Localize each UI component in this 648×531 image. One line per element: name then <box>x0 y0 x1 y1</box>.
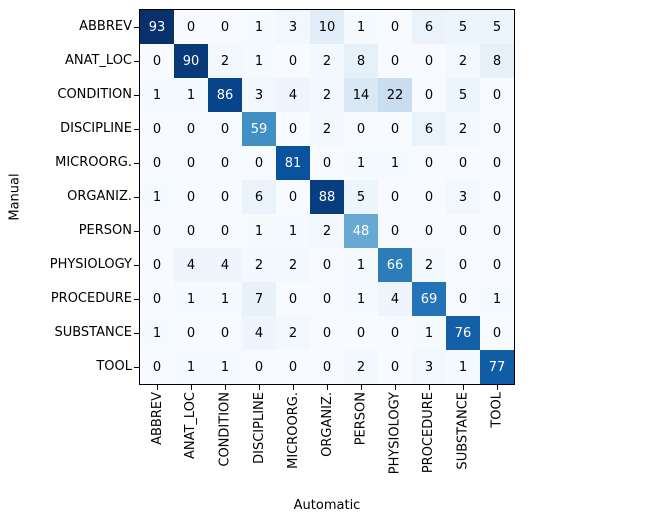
heatmap-cell-ANAT_LOC-DISCIPLINE: 1 <box>242 44 276 78</box>
x-tick-mark <box>497 385 498 390</box>
y-tick-label-MICROORG.: MICROORG. <box>55 155 132 170</box>
heatmap-cell-CONDITION-SUBSTANCE: 5 <box>446 78 480 112</box>
y-tick-label-PROCEDURE: PROCEDURE <box>50 291 132 306</box>
y-axis-label: Manual <box>7 173 23 221</box>
heatmap-cell-PHYSIOLOGY-CONDITION: 4 <box>208 248 242 282</box>
heatmap-cell-SUBSTANCE-PHYSIOLOGY: 0 <box>378 316 412 350</box>
heatmap-cell-MICROORG.-CONDITION: 0 <box>208 146 242 180</box>
heatmap-cell-ABBREV-CONDITION: 0 <box>208 10 242 44</box>
heatmap-cell-ANAT_LOC-PROCEDURE: 0 <box>412 44 446 78</box>
heatmap-cell-CONDITION-ORGANIZ.: 2 <box>310 78 344 112</box>
heatmap-cell-TOOL-MICROORG.: 0 <box>276 350 310 384</box>
heatmap-cell-PERSON-PROCEDURE: 0 <box>412 214 446 248</box>
heatmap-cell-ABBREV-PERSON: 1 <box>344 10 378 44</box>
heatmap-cell-ABBREV-SUBSTANCE: 5 <box>446 10 480 44</box>
x-tick-label-CONDITION: CONDITION <box>217 392 233 467</box>
x-tick-label-PROCEDURE: PROCEDURE <box>421 392 437 474</box>
x-tick-label-ORGANIZ.: ORGANIZ. <box>319 392 335 457</box>
heatmap-cell-ORGANIZ.-TOOL: 0 <box>480 180 514 214</box>
heatmap-cell-PROCEDURE-CONDITION: 1 <box>208 282 242 316</box>
heatmap-cell-ORGANIZ.-MICROORG.: 0 <box>276 180 310 214</box>
heatmap-cell-ABBREV-DISCIPLINE: 1 <box>242 10 276 44</box>
heatmap-cell-PHYSIOLOGY-ABBREV: 0 <box>140 248 174 282</box>
heatmap-cell-CONDITION-CONDITION: 86 <box>208 78 242 112</box>
heatmap-cell-SUBSTANCE-ORGANIZ.: 0 <box>310 316 344 350</box>
heatmap-cell-ABBREV-ORGANIZ.: 10 <box>310 10 344 44</box>
heatmap-cell-PHYSIOLOGY-MICROORG.: 2 <box>276 248 310 282</box>
heatmap-cell-PERSON-SUBSTANCE: 0 <box>446 214 480 248</box>
x-tick-mark <box>429 385 430 390</box>
heatmap-cell-ORGANIZ.-ANAT_LOC: 0 <box>174 180 208 214</box>
heatmap-cell-ORGANIZ.-ORGANIZ.: 88 <box>310 180 344 214</box>
heatmap-cell-ORGANIZ.-ABBREV: 1 <box>140 180 174 214</box>
heatmap-cell-PHYSIOLOGY-ANAT_LOC: 4 <box>174 248 208 282</box>
heatmap-cell-SUBSTANCE-TOOL: 0 <box>480 316 514 350</box>
y-tick-mark <box>134 333 139 334</box>
heatmap-cell-MICROORG.-ANAT_LOC: 0 <box>174 146 208 180</box>
heatmap-cell-DISCIPLINE-PHYSIOLOGY: 0 <box>378 112 412 146</box>
heatmap-cell-PHYSIOLOGY-SUBSTANCE: 0 <box>446 248 480 282</box>
heatmap-cell-CONDITION-PHYSIOLOGY: 22 <box>378 78 412 112</box>
y-tick-label-DISCIPLINE: DISCIPLINE <box>60 121 132 136</box>
x-tick-mark <box>225 385 226 390</box>
heatmap-cell-ABBREV-PROCEDURE: 6 <box>412 10 446 44</box>
heatmap-cell-PROCEDURE-SUBSTANCE: 0 <box>446 282 480 316</box>
heatmap-cell-ABBREV-PHYSIOLOGY: 0 <box>378 10 412 44</box>
heatmap-cell-PERSON-MICROORG.: 1 <box>276 214 310 248</box>
x-tick-label-ANAT_LOC: ANAT_LOC <box>183 392 199 460</box>
y-tick-mark <box>134 231 139 232</box>
heatmap-cell-CONDITION-DISCIPLINE: 3 <box>242 78 276 112</box>
heatmap-cell-ANAT_LOC-PHYSIOLOGY: 0 <box>378 44 412 78</box>
x-tick-mark <box>293 385 294 390</box>
heatmap-cell-TOOL-ANAT_LOC: 1 <box>174 350 208 384</box>
heatmap-cell-MICROORG.-DISCIPLINE: 0 <box>242 146 276 180</box>
y-tick-label-PHYSIOLOGY: PHYSIOLOGY <box>49 257 132 272</box>
heatmap-cell-DISCIPLINE-DISCIPLINE: 59 <box>242 112 276 146</box>
heatmap-cell-DISCIPLINE-ANAT_LOC: 0 <box>174 112 208 146</box>
heatmap-cell-SUBSTANCE-DISCIPLINE: 4 <box>242 316 276 350</box>
heatmap-cell-PROCEDURE-ABBREV: 0 <box>140 282 174 316</box>
heatmap-cell-PHYSIOLOGY-PHYSIOLOGY: 66 <box>378 248 412 282</box>
y-tick-label-TOOL: TOOL <box>96 359 132 374</box>
heatmap-cell-DISCIPLINE-TOOL: 0 <box>480 112 514 146</box>
x-tick-label-PHYSIOLOGY: PHYSIOLOGY <box>387 392 403 475</box>
heatmap-cell-MICROORG.-TOOL: 0 <box>480 146 514 180</box>
heatmap-cell-ANAT_LOC-SUBSTANCE: 2 <box>446 44 480 78</box>
heatmap-cell-PERSON-CONDITION: 0 <box>208 214 242 248</box>
heatmap-cell-MICROORG.-ABBREV: 0 <box>140 146 174 180</box>
heatmap-cell-DISCIPLINE-CONDITION: 0 <box>208 112 242 146</box>
heatmap-cell-ORGANIZ.-CONDITION: 0 <box>208 180 242 214</box>
x-tick-label-PERSON: PERSON <box>353 392 369 446</box>
heatmap-cell-PHYSIOLOGY-ORGANIZ.: 0 <box>310 248 344 282</box>
y-tick-label-PERSON: PERSON <box>78 223 132 238</box>
heatmap-cell-SUBSTANCE-ANAT_LOC: 0 <box>174 316 208 350</box>
y-tick-mark <box>134 95 139 96</box>
x-axis-label: Automatic <box>293 498 361 513</box>
heatmap-cell-PERSON-DISCIPLINE: 1 <box>242 214 276 248</box>
heatmap-cell-ORGANIZ.-DISCIPLINE: 6 <box>242 180 276 214</box>
heatmap-cell-DISCIPLINE-PROCEDURE: 6 <box>412 112 446 146</box>
heatmap-cell-ANAT_LOC-CONDITION: 2 <box>208 44 242 78</box>
heatmap-cell-PERSON-TOOL: 0 <box>480 214 514 248</box>
heatmap-cell-SUBSTANCE-ABBREV: 1 <box>140 316 174 350</box>
heatmap-cell-DISCIPLINE-PERSON: 0 <box>344 112 378 146</box>
y-tick-label-ABBREV: ABBREV <box>79 19 132 34</box>
heatmap-cell-PROCEDURE-ORGANIZ.: 0 <box>310 282 344 316</box>
heatmap-cell-PHYSIOLOGY-DISCIPLINE: 2 <box>242 248 276 282</box>
heatmap-cell-CONDITION-PROCEDURE: 0 <box>412 78 446 112</box>
heatmap-cell-SUBSTANCE-SUBSTANCE: 76 <box>446 316 480 350</box>
heatmap-cell-CONDITION-ABBREV: 1 <box>140 78 174 112</box>
heatmap-cell-TOOL-ABBREV: 0 <box>140 350 174 384</box>
x-tick-label-ABBREV: ABBREV <box>149 392 165 445</box>
heatmap-cell-PERSON-PHYSIOLOGY: 0 <box>378 214 412 248</box>
heatmap-cell-ANAT_LOC-ABBREV: 0 <box>140 44 174 78</box>
heatmap-cell-CONDITION-TOOL: 0 <box>480 78 514 112</box>
x-tick-mark <box>463 385 464 390</box>
heatmap-cell-MICROORG.-PHYSIOLOGY: 1 <box>378 146 412 180</box>
heatmap-cell-CONDITION-MICROORG.: 4 <box>276 78 310 112</box>
heatmap-cell-ORGANIZ.-PHYSIOLOGY: 0 <box>378 180 412 214</box>
heatmap-cell-SUBSTANCE-CONDITION: 0 <box>208 316 242 350</box>
heatmap-cell-MICROORG.-PERSON: 1 <box>344 146 378 180</box>
heatmap-cell-SUBSTANCE-PERSON: 0 <box>344 316 378 350</box>
heatmap-cell-PERSON-ORGANIZ.: 2 <box>310 214 344 248</box>
heatmap-cell-PHYSIOLOGY-PROCEDURE: 2 <box>412 248 446 282</box>
heatmap-cell-PROCEDURE-PROCEDURE: 69 <box>412 282 446 316</box>
heatmap-cell-TOOL-DISCIPLINE: 0 <box>242 350 276 384</box>
heatmap-cell-MICROORG.-PROCEDURE: 0 <box>412 146 446 180</box>
heatmap-cell-TOOL-CONDITION: 1 <box>208 350 242 384</box>
heatmap-grid <box>139 9 515 385</box>
heatmap-cell-PROCEDURE-MICROORG.: 0 <box>276 282 310 316</box>
x-tick-mark <box>395 385 396 390</box>
heatmap-cell-PROCEDURE-ANAT_LOC: 1 <box>174 282 208 316</box>
heatmap-cell-DISCIPLINE-ABBREV: 0 <box>140 112 174 146</box>
heatmap-cell-PHYSIOLOGY-TOOL: 0 <box>480 248 514 282</box>
heatmap-cell-ANAT_LOC-MICROORG.: 0 <box>276 44 310 78</box>
y-tick-mark <box>134 129 139 130</box>
y-tick-mark <box>134 265 139 266</box>
heatmap-cell-ABBREV-ABBREV: 93 <box>140 10 174 44</box>
y-tick-mark <box>134 163 139 164</box>
heatmap-cell-DISCIPLINE-MICROORG.: 0 <box>276 112 310 146</box>
heatmap-cell-TOOL-PERSON: 2 <box>344 350 378 384</box>
heatmap-cell-PROCEDURE-PHYSIOLOGY: 4 <box>378 282 412 316</box>
heatmap-cell-DISCIPLINE-ORGANIZ.: 2 <box>310 112 344 146</box>
y-tick-mark <box>134 367 139 368</box>
heatmap-cell-SUBSTANCE-MICROORG.: 2 <box>276 316 310 350</box>
heatmap-cell-DISCIPLINE-SUBSTANCE: 2 <box>446 112 480 146</box>
heatmap-cell-ORGANIZ.-PROCEDURE: 0 <box>412 180 446 214</box>
heatmap-cell-CONDITION-PERSON: 14 <box>344 78 378 112</box>
x-tick-mark <box>157 385 158 390</box>
y-tick-label-CONDITION: CONDITION <box>57 87 132 102</box>
heatmap-cell-PROCEDURE-DISCIPLINE: 7 <box>242 282 276 316</box>
heatmap-cell-TOOL-TOOL: 77 <box>480 350 514 384</box>
y-tick-mark <box>134 299 139 300</box>
heatmap-cell-PERSON-ABBREV: 0 <box>140 214 174 248</box>
heatmap-cell-PHYSIOLOGY-PERSON: 1 <box>344 248 378 282</box>
heatmap-cell-ABBREV-MICROORG.: 3 <box>276 10 310 44</box>
heatmap-cell-TOOL-ORGANIZ.: 0 <box>310 350 344 384</box>
heatmap-cell-ANAT_LOC-ORGANIZ.: 2 <box>310 44 344 78</box>
x-tick-label-MICROORG.: MICROORG. <box>285 392 301 469</box>
x-tick-mark <box>327 385 328 390</box>
heatmap-cell-TOOL-SUBSTANCE: 1 <box>446 350 480 384</box>
y-tick-mark <box>134 197 139 198</box>
heatmap-cell-ANAT_LOC-PERSON: 8 <box>344 44 378 78</box>
heatmap-cell-CONDITION-ANAT_LOC: 1 <box>174 78 208 112</box>
heatmap-cell-MICROORG.-ORGANIZ.: 0 <box>310 146 344 180</box>
y-tick-mark <box>134 27 139 28</box>
heatmap-cell-PROCEDURE-PERSON: 1 <box>344 282 378 316</box>
y-tick-label-ANAT_LOC: ANAT_LOC <box>64 53 132 68</box>
heatmap-cell-MICROORG.-SUBSTANCE: 0 <box>446 146 480 180</box>
x-tick-label-DISCIPLINE: DISCIPLINE <box>251 392 267 464</box>
x-tick-label-TOOL: TOOL <box>489 392 505 428</box>
y-tick-label-SUBSTANCE: SUBSTANCE <box>54 325 132 340</box>
heatmap-cell-ORGANIZ.-PERSON: 5 <box>344 180 378 214</box>
heatmap-cell-ORGANIZ.-SUBSTANCE: 3 <box>446 180 480 214</box>
heatmap-cell-PERSON-PERSON: 48 <box>344 214 378 248</box>
heatmap-cell-PERSON-ANAT_LOC: 0 <box>174 214 208 248</box>
x-tick-mark <box>191 385 192 390</box>
heatmap-cell-ABBREV-TOOL: 5 <box>480 10 514 44</box>
x-tick-mark <box>361 385 362 390</box>
heatmap-cell-TOOL-PHYSIOLOGY: 0 <box>378 350 412 384</box>
x-tick-mark <box>259 385 260 390</box>
heatmap-cell-ABBREV-ANAT_LOC: 0 <box>174 10 208 44</box>
heatmap-cell-MICROORG.-MICROORG.: 81 <box>276 146 310 180</box>
x-tick-label-SUBSTANCE: SUBSTANCE <box>455 392 471 470</box>
heatmap-cell-SUBSTANCE-PROCEDURE: 1 <box>412 316 446 350</box>
heatmap-cell-ANAT_LOC-TOOL: 8 <box>480 44 514 78</box>
y-tick-mark <box>134 61 139 62</box>
heatmap-cell-TOOL-PROCEDURE: 3 <box>412 350 446 384</box>
heatmap-cell-PROCEDURE-TOOL: 1 <box>480 282 514 316</box>
y-tick-label-ORGANIZ.: ORGANIZ. <box>67 189 132 204</box>
heatmap-cell-ANAT_LOC-ANAT_LOC: 90 <box>174 44 208 78</box>
